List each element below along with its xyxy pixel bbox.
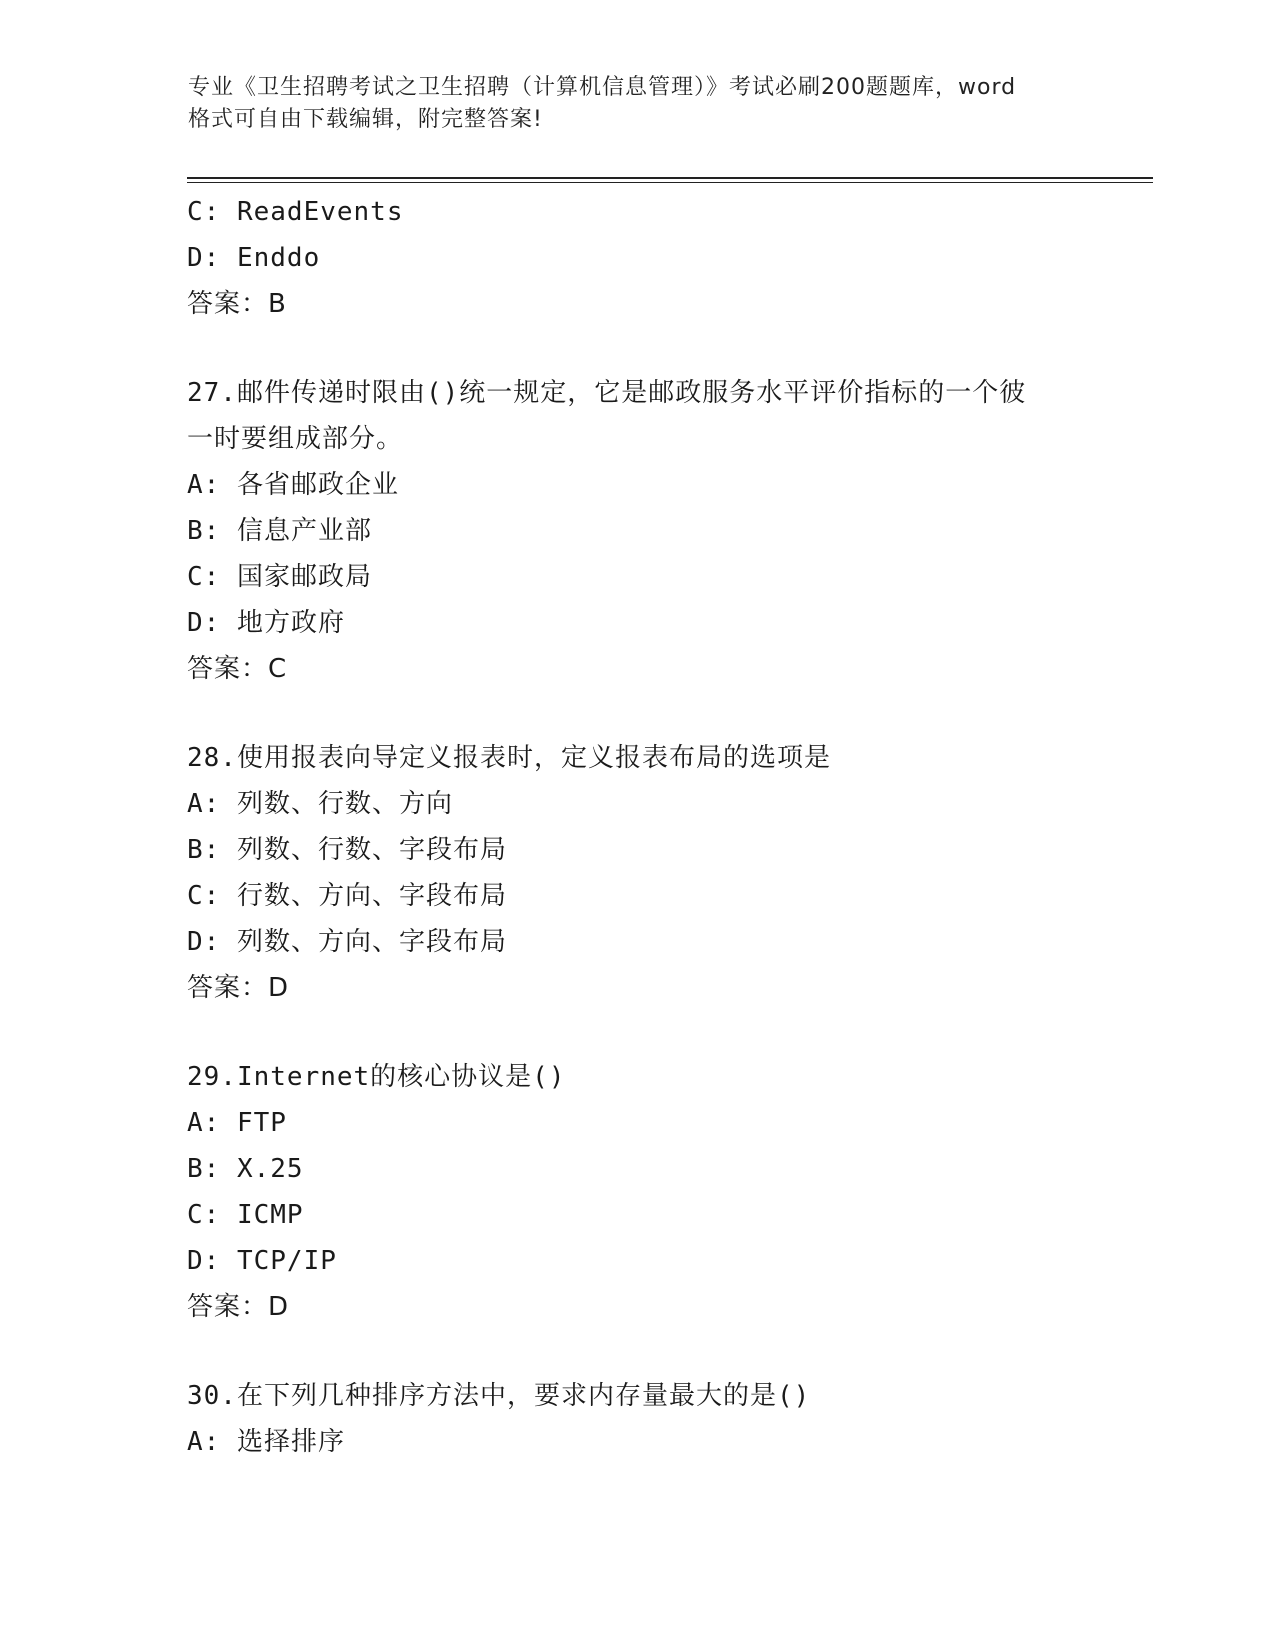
question-26-continued: [187, 189, 1087, 327]
option-d: D: 列数、方向、字段布局: [187, 927, 507, 957]
option-c: C: ICMP: [187, 1200, 304, 1230]
answer-label: 答案：D: [187, 1292, 290, 1322]
option-a: A: 各省邮政企业: [187, 470, 399, 500]
option-c: C: 行数、方向、字段布局: [187, 881, 507, 911]
question-27: [187, 370, 1087, 692]
document-header: [188, 72, 1088, 136]
question-stem: 28.使用报表向导定义报表时，定义报表布局的选项是: [187, 743, 831, 773]
option-d: D: TCP/IP: [187, 1246, 337, 1276]
header-divider-thick: [187, 177, 1153, 179]
answer-label: 答案：B: [187, 289, 287, 319]
question-stem: 29.Internet的核心协议是(): [187, 1062, 566, 1092]
question-30: [187, 1373, 1087, 1465]
option-b: B: 信息产业部: [187, 516, 372, 546]
option-b: B: X.25: [187, 1154, 304, 1184]
question-list: [187, 189, 1087, 1465]
option-c: C: ReadEvents: [187, 197, 404, 227]
option-a: A: 列数、行数、方向: [187, 789, 453, 819]
answer-label: 答案：C: [187, 654, 288, 684]
answer-label: 答案：D: [187, 973, 290, 1003]
option-d: D: 地方政府: [187, 608, 345, 638]
question-29: [187, 1054, 1087, 1330]
question-stem: 27.邮件传递时限由()统一规定，它是邮政服务水平评价指标的一个彼: [187, 378, 1027, 408]
option-d: D: Enddo: [187, 243, 321, 273]
option-c: C: 国家邮政局: [187, 562, 372, 592]
question-28: [187, 735, 1087, 1011]
header-divider-thin: [187, 182, 1153, 183]
question-stem: 30.在下列几种排序方法中，要求内存量最大的是(): [187, 1381, 811, 1411]
question-stem-cont: 一时要组成部分。: [187, 424, 404, 454]
option-a: A: FTP: [187, 1108, 287, 1138]
header-line-1: 专业《卫生招聘考试之卫生招聘（计算机信息管理）》考试必刷200题题库，word: [188, 75, 1017, 100]
header-line-2: 格式可自由下载编辑，附完整答案!: [188, 107, 543, 132]
option-a: A: 选择排序: [187, 1427, 345, 1457]
option-b: B: 列数、行数、字段布局: [187, 835, 507, 865]
